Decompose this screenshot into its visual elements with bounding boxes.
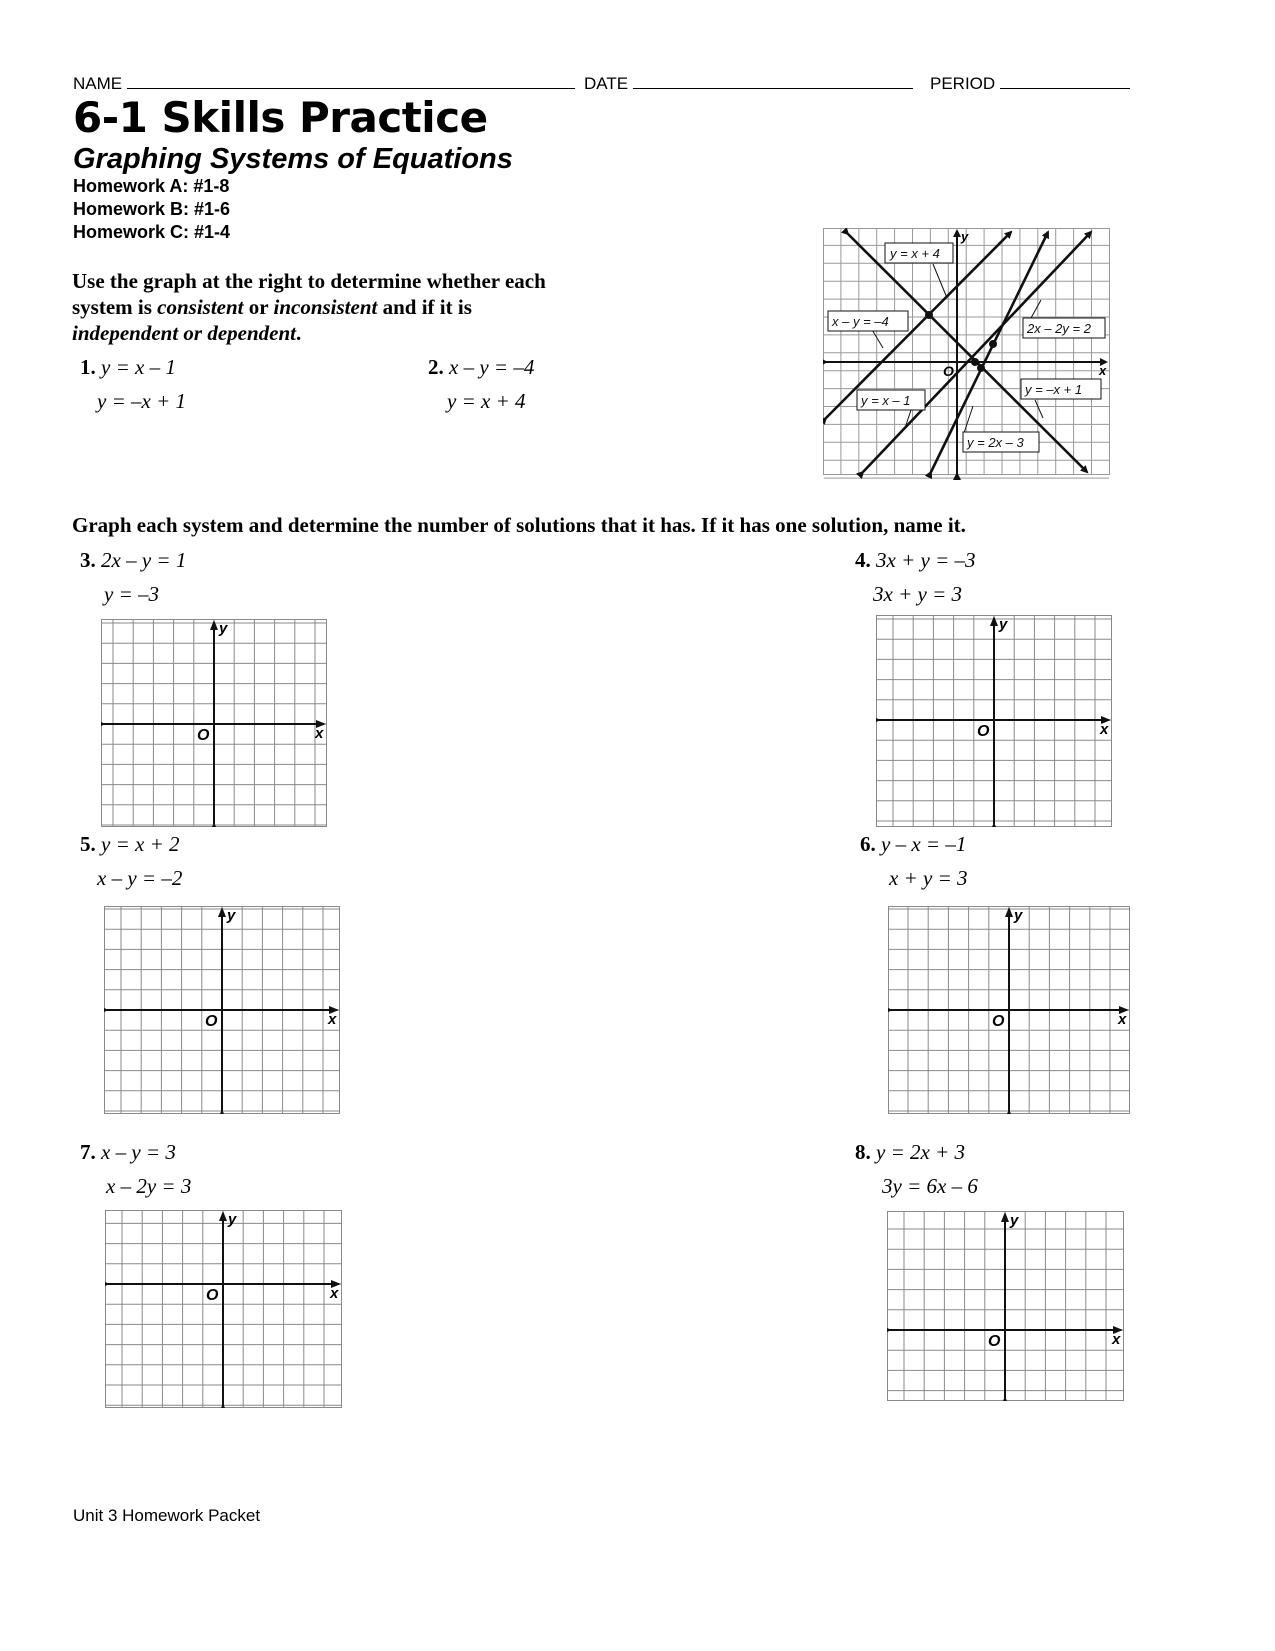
grid-axis-y-label: y xyxy=(1014,907,1023,924)
grid-axis-y-label: y xyxy=(219,620,228,637)
label-2x-2y-2: 2x – 2y = 2 xyxy=(1027,321,1091,336)
homework-c: Homework C: #1-4 xyxy=(73,222,231,242)
problem-8: 8. y = 2x + 3 xyxy=(855,1140,965,1164)
label-y-2x-minus-3: y = 2x – 3 xyxy=(967,435,1024,450)
grid-axis-x-label: x xyxy=(315,725,324,742)
name-label: NAME xyxy=(73,74,123,93)
footer: Unit 3 Homework Packet xyxy=(73,1506,261,1525)
problem-3-eq2: y = –3 xyxy=(104,582,159,606)
ref-origin: O xyxy=(943,363,954,379)
page-subtitle: Graphing Systems of Equations xyxy=(73,143,513,175)
name-blank[interactable] xyxy=(127,74,575,89)
grid-axis-y-label: y xyxy=(228,1211,237,1228)
grid-axis-y-label: y xyxy=(227,907,236,924)
grid-origin-label: O xyxy=(197,727,210,744)
grid-axis-y-label: y xyxy=(999,616,1008,633)
grid-axis-x-label: x xyxy=(1112,1331,1121,1348)
grid-axis-x-label: x xyxy=(330,1285,339,1302)
reference-graph xyxy=(823,228,1111,480)
problem-6: 6. y – x = –1 xyxy=(860,832,967,856)
problem-5-eq2: x – y = –2 xyxy=(97,866,183,890)
period-label: PERIOD xyxy=(930,74,996,93)
label-y-neg-x-plus-1: y = –x + 1 xyxy=(1025,382,1083,397)
graph-6[interactable] xyxy=(888,906,1130,1114)
label-y-x-plus-4: y = x + 4 xyxy=(890,246,940,261)
graph-4[interactable] xyxy=(876,615,1112,827)
section2-instruction: Graph each system and determine the number of solutions that it has. If it has one solution, name it. xyxy=(72,513,966,537)
ref-axis-y: y xyxy=(961,229,969,244)
grid-origin-label: O xyxy=(992,1013,1005,1030)
graph-5[interactable] xyxy=(104,906,340,1114)
grid-origin-label: O xyxy=(205,1013,218,1030)
problem-1-eq2: y = –x + 1 xyxy=(97,389,186,413)
period-blank[interactable] xyxy=(1000,74,1130,89)
graph-7[interactable] xyxy=(105,1210,342,1408)
problem-7: 7. x – y = 3 xyxy=(80,1140,176,1164)
problem-1: 1. y = x – 1 xyxy=(80,355,176,379)
problem-2-eq2: y = x + 4 xyxy=(447,389,526,413)
name-field[interactable] xyxy=(73,74,575,94)
date-label: DATE xyxy=(584,74,629,93)
section1-instruction: Use the graph at the right to determine whether each system is consistent or inconsistent and if it is independent or dependent. xyxy=(72,269,546,345)
problem-3: 3. 2x – y = 1 xyxy=(80,548,187,572)
grid-axis-x-label: x xyxy=(1118,1011,1127,1028)
page-title: 6-1 Skills Practice xyxy=(73,93,488,142)
label-x-minus-y-neg-4: x – y = –4 xyxy=(832,314,889,329)
homework-a: Homework A: #1-8 xyxy=(73,176,230,196)
problem-4-eq2: 3x + y = 3 xyxy=(873,582,962,606)
graph-3[interactable] xyxy=(101,619,327,827)
date-blank[interactable] xyxy=(633,74,913,89)
problem-6-eq2: x + y = 3 xyxy=(889,866,968,890)
grid-origin-label: O xyxy=(988,1333,1001,1350)
problem-7-eq2: x – 2y = 3 xyxy=(106,1174,192,1198)
grid-origin-label: O xyxy=(206,1287,219,1304)
problem-5: 5. y = x + 2 xyxy=(80,832,180,856)
ref-axis-x: x xyxy=(1099,363,1107,378)
grid-axis-x-label: x xyxy=(328,1011,337,1028)
problem-4: 4. 3x + y = –3 xyxy=(855,548,976,572)
homework-b: Homework B: #1-6 xyxy=(73,199,231,219)
grid-origin-label: O xyxy=(977,723,990,740)
graph-8[interactable] xyxy=(887,1211,1124,1401)
date-field[interactable] xyxy=(584,74,913,94)
problem-2: 2. x – y = –4 xyxy=(428,355,535,379)
grid-axis-x-label: x xyxy=(1100,721,1109,738)
grid-axis-y-label: y xyxy=(1010,1212,1019,1229)
label-y-x-minus-1: y = x – 1 xyxy=(861,393,911,408)
period-field[interactable] xyxy=(930,74,1130,94)
problem-8-eq2: 3y = 6x – 6 xyxy=(882,1174,978,1198)
